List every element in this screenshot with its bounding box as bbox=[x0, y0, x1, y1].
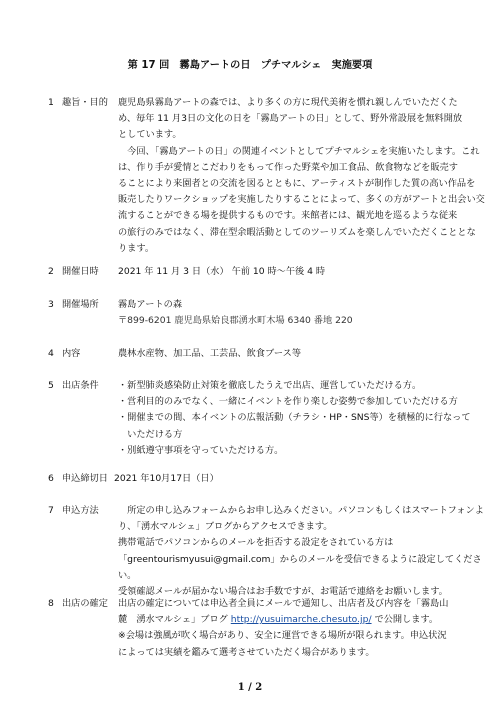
section-label: 出店条件 bbox=[62, 380, 99, 391]
section-number: 5 bbox=[48, 380, 54, 391]
section-number: 1 bbox=[48, 97, 54, 108]
section-number: 3 bbox=[48, 299, 54, 310]
section-label: 開催日時 bbox=[62, 266, 99, 277]
section-label: 申込方法 bbox=[62, 505, 99, 516]
condition-item: ・新型肺炎感染防止対策を徹底したうえで出店、運営していただける方。 bbox=[118, 380, 422, 391]
confirmation-text: で公開します。 bbox=[371, 614, 439, 626]
confirmation-line bbox=[118, 612, 488, 628]
purpose-line: ることにより来園者との交流を図るとともに、アーティストが制作した質の高い作品を bbox=[118, 178, 476, 190]
application-line: 受領確認メールが届かない場合はお手数ですが、お電話で連絡をお願いします。 bbox=[118, 586, 448, 598]
section-label: 開催場所 bbox=[62, 299, 99, 310]
venue-address: 〒899-6201 鹿児島県姶良郡湧水町木場 6340 番地 220 bbox=[118, 315, 353, 327]
purpose-line: 流することができる場を提供するものです。来館者には、観光地を巡るような従来 bbox=[118, 210, 458, 222]
section-label: 出店の確定 bbox=[62, 598, 108, 609]
section-number: 2 bbox=[48, 266, 54, 277]
condition-item: ・開催までの間、本イベントの広報活動（チラシ・HP・SNS等）を積極的に行なって bbox=[118, 412, 471, 424]
purpose-line: 今回、「霧島アートの日」の関連イベントとしてプチマルシェを実施いたします。これ bbox=[118, 145, 480, 157]
section-number: 8 bbox=[48, 598, 54, 609]
deadline-date: 2021 年10月17日（日） bbox=[114, 473, 219, 484]
page-title: 第 17 回 霧島アートの日 プチマルシェ 実施要項 bbox=[127, 60, 373, 71]
confirmation-line: ※会場は強風が吹く場合があり、安全に運営できる場所が限られます。申込状況 bbox=[118, 630, 447, 642]
confirmation-line: 出店の確定については申込者全員にメールで通知し、出店者及び内容を「霧島山 bbox=[118, 598, 449, 609]
content-text: 農林水産物、加工品、工芸品、飲食ブース等 bbox=[118, 348, 302, 359]
condition-item: ・営利目的のみでなく、一緒にイベントを作り楽しむ姿勢で参加していただける方 bbox=[118, 396, 458, 408]
confirmation-line: によっては実績を鑑みて選考させていただく場合があります。 bbox=[118, 646, 375, 658]
section-body bbox=[118, 95, 488, 257]
section-label: 申込締切日 bbox=[62, 473, 108, 484]
purpose-line: の旅行のみではなく、滞在型余暇活動としてのツーリズムを楽しんでいただくこととな bbox=[118, 226, 476, 238]
event-datetime: 2021 年 11 月 3 日（水） 午前 10 時～午後 4 時 bbox=[118, 266, 326, 277]
purpose-line: ります。 bbox=[118, 242, 155, 254]
confirmation-text: 麓 湧水マルシェ」ブログ bbox=[118, 614, 231, 626]
section-label: 内容 bbox=[62, 348, 81, 359]
purpose-line: 鹿児島県霧島アートの森では、より多くの方に現代美術を慣れ親しんでいただくた bbox=[118, 97, 458, 108]
venue-name: 霧島アートの森 bbox=[118, 299, 183, 310]
application-line: 携帯電話でパソコンからのメールを拒否する設定をされている方は bbox=[118, 537, 394, 549]
application-line: 所定の申し込みフォームからお申し込みください。パソコンもしくはスマートフォンよ bbox=[118, 505, 484, 516]
section-label: 趣旨・目的 bbox=[62, 97, 108, 108]
purpose-line: は、作り手が愛情とこだわりをもって作った野菜や加工食品、飲食物などを販売す bbox=[118, 161, 458, 173]
page-number: 1 / 2 bbox=[237, 682, 263, 693]
purpose-line: としています。 bbox=[118, 129, 182, 141]
section-number: 6 bbox=[48, 473, 54, 484]
purpose-line: め、毎年 11 月3日の文化の日を「霧島アートの日」として、野外常設展を無料開放 bbox=[118, 113, 463, 125]
blog-link[interactable]: http://yusuimarche.chesuto.jp/ bbox=[230, 614, 372, 626]
condition-item: いただける方 bbox=[118, 428, 183, 440]
purpose-line: 販売したりワークショップを実施したりすることによって、多くの方がアートと出会い交 bbox=[118, 194, 485, 206]
application-email-line: 「greentourismyusui@gmail.com」からのメールを受信できるように設定してください。 bbox=[118, 553, 482, 581]
condition-item: ・別紙遵守事項を守っていただける方。 bbox=[118, 444, 284, 456]
section-number: 4 bbox=[48, 348, 54, 359]
application-line: り、「湧水マルシェ」ブログからアクセスできます。 bbox=[118, 521, 333, 533]
section-number: 7 bbox=[48, 505, 54, 516]
